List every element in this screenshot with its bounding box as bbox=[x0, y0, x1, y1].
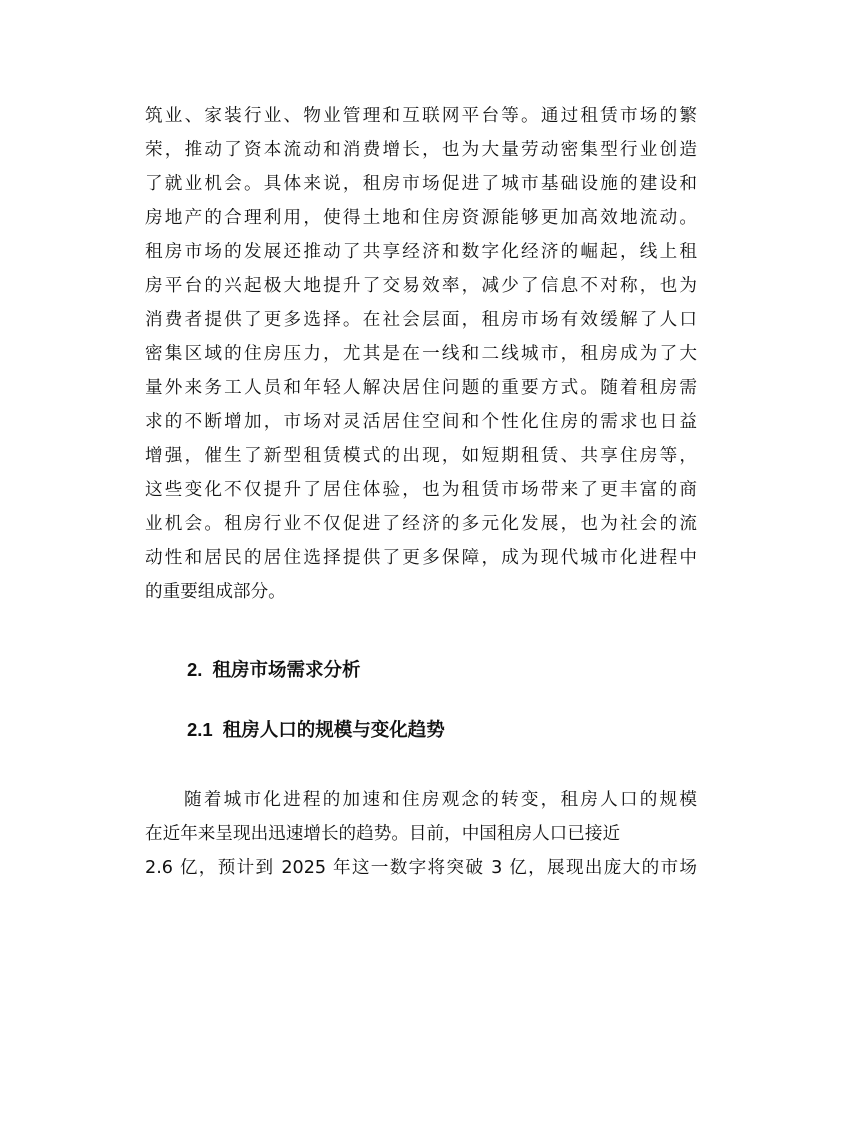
section-heading bbox=[187, 656, 360, 684]
text-line: 增强，催生了新型租赁模式的出现，如短期租赁、共享住房等， bbox=[145, 446, 697, 466]
text-line: 的重要组成部分。 bbox=[145, 582, 286, 602]
text-line: 荣，推动了资本流动和消费增长，也为大量劳动密集型行业创造 bbox=[145, 140, 697, 160]
section-title: 租房市场需求分析 bbox=[212, 659, 361, 680]
text-line: 在近年来呈现出迅速增长的趋势。目前，中国租房人口已接近 bbox=[145, 824, 621, 844]
text-line: 随着城市化进程的加速和住房观念的转变，租房人口的规模 bbox=[184, 790, 697, 810]
text-line: 2.6 亿，预计到 2025 年这一数字将突破 3 亿，展现出庞大的市场 bbox=[145, 858, 697, 878]
section-number: 2. bbox=[187, 659, 203, 680]
text-line: 了就业机会。具体来说，租房市场促进了城市基础设施的建设和 bbox=[145, 174, 697, 194]
text-line: 筑业、家装行业、物业管理和互联网平台等。通过租赁市场的繁 bbox=[145, 106, 697, 126]
text-line: 量外来务工人员和年轻人解决居住问题的重要方式。随着租房需 bbox=[145, 378, 697, 398]
text-line: 租房市场的发展还推动了共享经济和数字化经济的崛起，线上租 bbox=[145, 242, 697, 262]
subsection-number: 2.1 bbox=[187, 719, 213, 740]
text-line: 业机会。租房行业不仅促进了经济的多元化发展，也为社会的流 bbox=[145, 514, 697, 534]
subsection-title: 租房人口的规模与变化趋势 bbox=[222, 719, 445, 740]
text-line: 动性和居民的居住选择提供了更多保障，成为现代城市化进程中 bbox=[145, 548, 697, 568]
text-line: 消费者提供了更多选择。在社会层面，租房市场有效缓解了人口 bbox=[145, 310, 697, 330]
text-line: 房平台的兴起极大地提升了交易效率，减少了信息不对称，也为 bbox=[145, 276, 697, 296]
text-line: 密集区域的住房压力，尤其是在一线和二线城市，租房成为了大 bbox=[145, 344, 697, 364]
text-line: 房地产的合理利用，使得土地和住房资源能够更加高效地流动。 bbox=[145, 208, 697, 228]
text-line: 这些变化不仅提升了居住体验，也为租赁市场带来了更丰富的商 bbox=[145, 480, 697, 500]
subsection-heading bbox=[187, 716, 445, 744]
text-line: 求的不断增加，市场对灵活居住空间和个性化住房的需求也日益 bbox=[145, 412, 697, 432]
